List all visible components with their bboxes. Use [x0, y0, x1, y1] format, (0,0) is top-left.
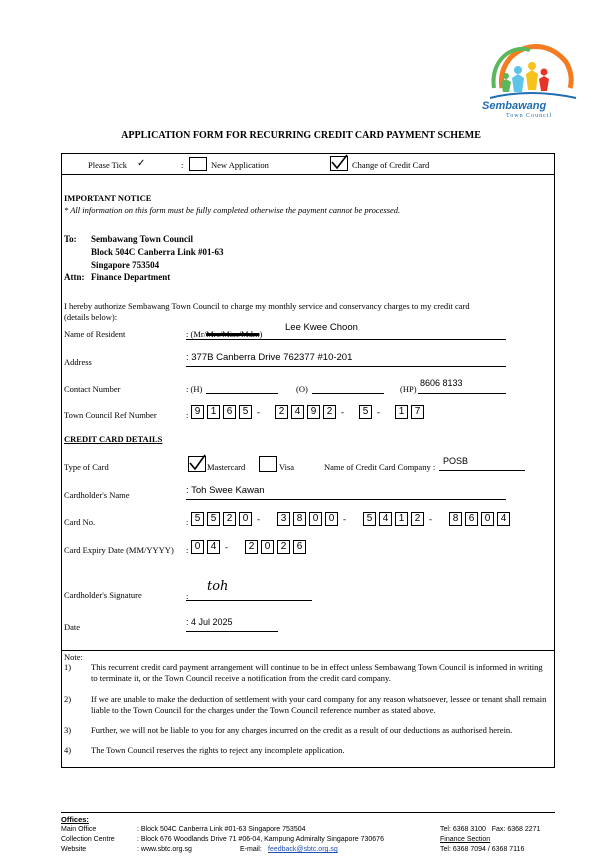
date-underline [186, 631, 278, 632]
address-label: Address [64, 357, 92, 367]
resident-prefix: : (Mr/ [186, 329, 207, 339]
new-application-label: New Application [211, 160, 269, 170]
collection-label: Collection Centre [61, 836, 115, 843]
cardholder-value[interactable]: : Toh Swee Kawan [186, 485, 265, 496]
checkmark-icon: ✓ [137, 158, 146, 169]
digit-box[interactable]: 0 [239, 512, 252, 526]
address-line-1: Sembawang Town Council [91, 234, 194, 244]
group-separator: - [429, 514, 432, 524]
expiry-label: Card Expiry Date (MM/YYYY) [64, 545, 174, 555]
email-link[interactable]: feedback@sbtc.org.sg [268, 846, 338, 853]
card-company-label: Name of Credit Card Company : [324, 462, 436, 472]
email-label: E-mail: [240, 846, 262, 853]
expiry-colon: : [186, 545, 189, 555]
address-line-3: Singapore 753504 [91, 260, 160, 270]
main-tel-fax: Tel: 6368 3100 Fax: 6368 2271 [440, 826, 541, 833]
address-value[interactable]: : 377B Canberra Drive 762377 #10-201 [186, 352, 353, 363]
digit-box[interactable]: 8 [293, 512, 306, 526]
note-number: 1) [64, 662, 72, 672]
divider [61, 650, 555, 651]
offices-label: Offices: [61, 815, 89, 824]
digit-box[interactable]: 5 [239, 405, 252, 419]
digit-box[interactable]: 0 [309, 512, 322, 526]
digit-box[interactable]: 8 [449, 512, 462, 526]
digit-box[interactable]: 0 [481, 512, 494, 526]
signature-colon: : [186, 591, 189, 601]
change-card-checkbox[interactable] [330, 156, 348, 171]
group-separator: - [343, 514, 346, 524]
notice-text: * All information on this form must be fully completed otherwise the payment cannot be processed. [64, 205, 401, 215]
digit-box[interactable]: 2 [245, 540, 258, 554]
to-label: To: [64, 234, 77, 244]
ref-colon: : [186, 410, 189, 420]
digit-box[interactable]: 3 [277, 512, 290, 526]
visa-label: Visa [279, 462, 295, 472]
attn-value: Finance Department [91, 272, 171, 282]
expiry-boxes[interactable] [191, 540, 331, 556]
note-number: 3) [64, 725, 72, 735]
hp-underline [418, 393, 506, 394]
digit-box[interactable]: 9 [191, 405, 204, 419]
digit-box[interactable]: 4 [291, 405, 304, 419]
divider [61, 174, 555, 175]
signature-underline [186, 600, 312, 601]
collection-value: : Block 676 Woodlands Drive 71 #06-04, Kampung Admiralty Singapore 730676 [137, 836, 384, 843]
group-separator: - [257, 407, 260, 417]
resident-struck: Mrs/Miss/Mdm [206, 329, 260, 339]
group-separator: - [341, 407, 344, 417]
digit-box[interactable]: 4 [497, 512, 510, 526]
main-office-value: : Block 504C Canberra Link #01-63 Singapore 753504 [137, 826, 306, 833]
digit-box[interactable]: 0 [191, 540, 204, 554]
attn-label: Attn: [64, 272, 85, 282]
digit-box[interactable]: 6 [465, 512, 478, 526]
resident-title [186, 329, 262, 339]
website-value[interactable]: : www.sbtc.org.sg [137, 846, 192, 853]
hp-value[interactable]: 8606 8133 [420, 378, 463, 388]
digit-box[interactable]: 0 [325, 512, 338, 526]
new-application-checkbox[interactable] [189, 157, 207, 171]
digit-box[interactable]: 1 [395, 405, 408, 419]
resident-name-value[interactable]: Lee Kwee Choon [285, 322, 358, 333]
digit-box[interactable]: 2 [223, 512, 236, 526]
logo-subtitle: Town Council [506, 113, 553, 119]
digit-box[interactable]: 9 [307, 405, 320, 419]
address-underline [186, 366, 506, 367]
card-company-underline [439, 470, 525, 471]
mastercard-label: Mastercard [207, 462, 246, 472]
digit-box[interactable]: 2 [275, 405, 288, 419]
card-number-boxes[interactable] [191, 512, 531, 528]
group-separator: - [225, 542, 228, 552]
digit-box[interactable]: 5 [363, 512, 376, 526]
digit-box[interactable]: 7 [411, 405, 424, 419]
digit-box[interactable]: 5 [191, 512, 204, 526]
note-number: 4) [64, 745, 72, 755]
group-separator: - [257, 514, 260, 524]
resident-underline [186, 339, 506, 340]
card-type-label: Type of Card [64, 462, 109, 472]
home-phone-field[interactable] [206, 393, 278, 394]
note-text: The Town Council reserves the rights to reject any incomplete application. [91, 745, 345, 755]
cardholder-underline [186, 499, 506, 500]
note-text: This recurrent credit card payment arrangement will continue to be in effect unless Sembawang Town Council is informed in writing to terminate it, or the Town Council receive a notification from the credit card company. [91, 662, 543, 683]
digit-box[interactable]: 6 [293, 540, 306, 554]
note-number: 2) [64, 694, 72, 704]
footer-divider [61, 812, 555, 813]
form-title: APPLICATION FORM FOR RECURRING CREDIT CARD PAYMENT SCHEME [121, 130, 481, 141]
digit-box[interactable]: 5 [207, 512, 220, 526]
checkmark-icon [330, 154, 348, 169]
note-text: If we are unable to make the deduction of settlement with your card company for any reason whatsoever, lessee or tenant shall remain liable to the Town Council for the charges under the Town Council reference number as stated above. [91, 694, 547, 715]
contact-label: Contact Number [64, 384, 121, 394]
checkmark-icon [188, 454, 206, 470]
change-card-label: Change of Credit Card [352, 160, 430, 170]
card-number-label: Card No. [64, 517, 96, 527]
ref-number-boxes[interactable] [191, 405, 451, 421]
digit-box[interactable]: 2 [411, 512, 424, 526]
please-tick-label: Please Tick [88, 160, 127, 170]
authorize-line-1: I hereby authorize Sembawang Town Council to charge my monthly service and conservancy charges to my credit card [64, 301, 470, 311]
resident-label: Name of Resident [64, 329, 126, 339]
hp-label: (HP) [400, 384, 417, 394]
office-phone-label: (O) [296, 384, 308, 394]
finance-tel: Tel: 6368 7094 / 6368 7116 [440, 846, 525, 853]
finance-section-label: Finance Section [440, 836, 491, 843]
card-number-colon: : [186, 517, 189, 527]
home-phone-label: : (H) [186, 384, 203, 394]
notice-heading: IMPORTANT NOTICE [64, 193, 152, 203]
digit-box[interactable]: 2 [277, 540, 290, 554]
date-label: Date [64, 622, 81, 632]
ref-label: Town Council Ref Number [64, 410, 157, 420]
signature-label: Cardholder's Signature [64, 590, 142, 600]
digit-box[interactable]: 4 [379, 512, 392, 526]
card-company-value[interactable]: POSB [443, 456, 469, 466]
digit-box[interactable]: 0 [261, 540, 274, 554]
date-value[interactable]: : 4 Jul 2025 [186, 617, 233, 627]
mastercard-checkbox[interactable] [188, 456, 206, 472]
note-text: Further, we will not be liable to you for any charges incurred on the credit as a result of our deductions as authorised herein. [91, 725, 513, 735]
visa-checkbox[interactable] [259, 456, 277, 472]
digit-box[interactable]: 5 [359, 405, 372, 419]
authorize-line-2: (details below): [64, 312, 118, 322]
address-line-2: Block 504C Canberra Link #01-63 [91, 247, 224, 257]
office-phone-field[interactable] [312, 393, 384, 394]
sembawang-logo [480, 22, 580, 122]
main-office-label: Main Office [61, 826, 97, 833]
resident-suffix: ) [259, 329, 263, 339]
logo-name: Sembawang [482, 100, 547, 112]
digit-box[interactable]: 4 [207, 540, 220, 554]
website-label: Website [61, 846, 87, 853]
signature-value[interactable]: toh [207, 579, 229, 594]
card-details-heading: CREDIT CARD DETAILS [64, 434, 163, 444]
tick-colon: : [181, 160, 184, 170]
digit-box[interactable]: 2 [323, 405, 336, 419]
cardholder-label: Cardholder's Name [64, 490, 130, 500]
group-separator: - [377, 407, 380, 417]
notes-heading: Note: [64, 652, 83, 662]
digit-box[interactable]: 6 [223, 405, 236, 419]
digit-box[interactable]: 1 [207, 405, 220, 419]
digit-box[interactable]: 1 [395, 512, 408, 526]
